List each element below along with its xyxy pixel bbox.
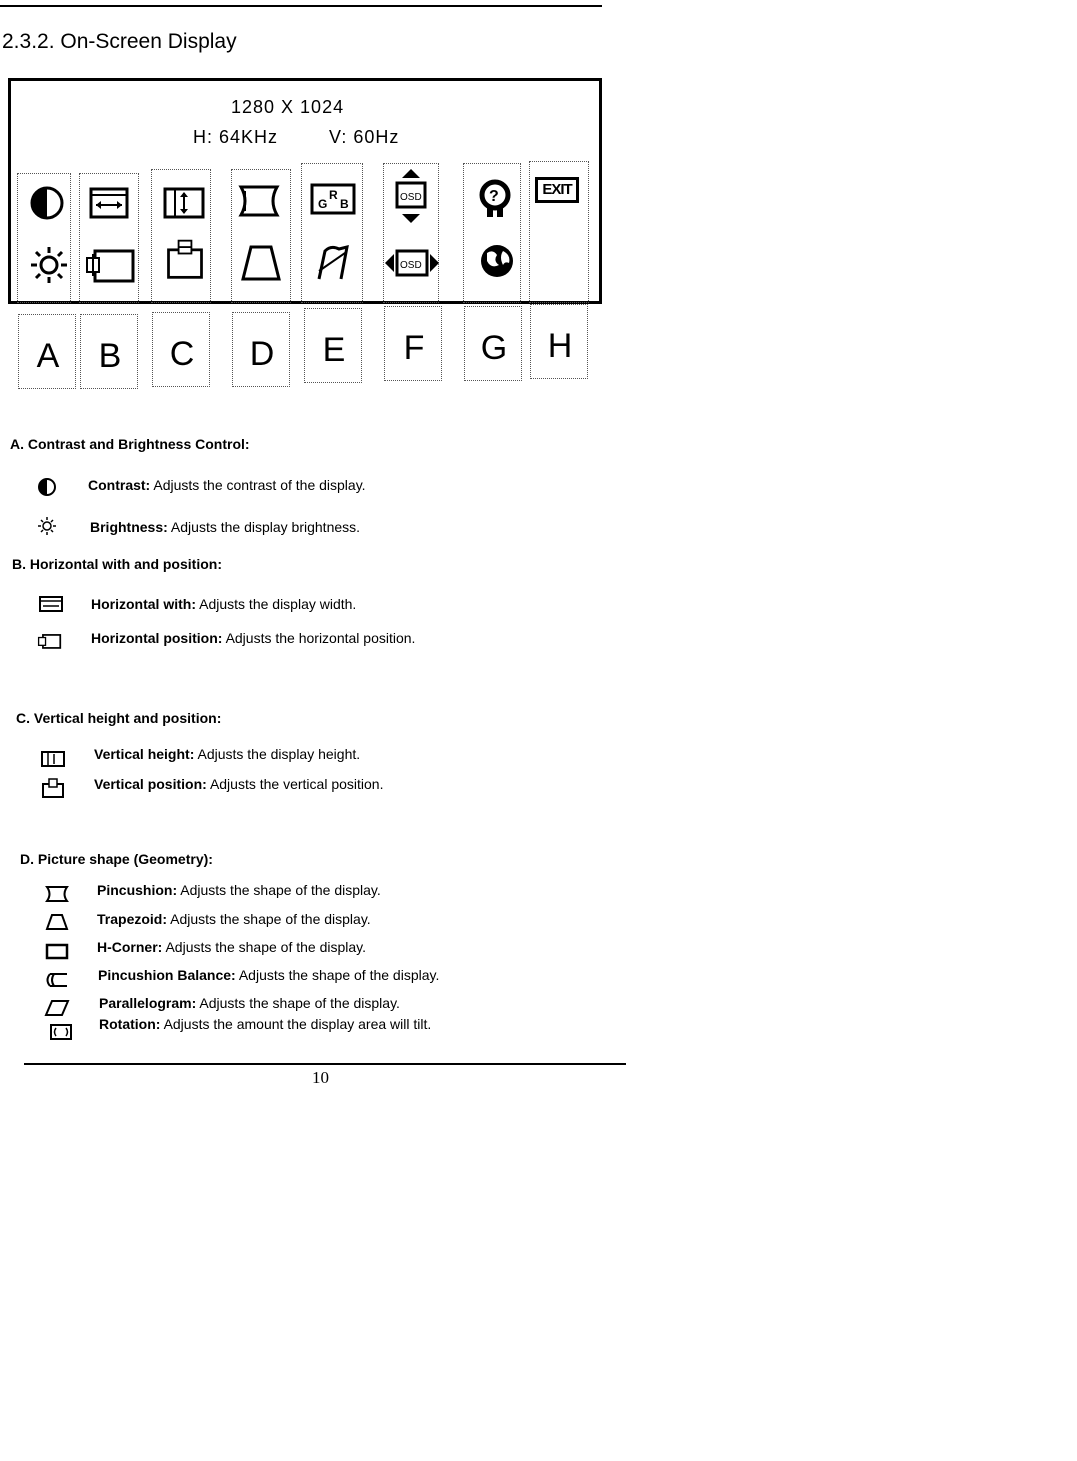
label-box-g (464, 306, 522, 381)
osd-h-frequency: H: 64KHz (193, 127, 279, 147)
contrast-item: Contrast: Adjusts the contrast of the display. (88, 477, 366, 493)
grb-b-text: B (340, 197, 349, 211)
label-box-h (530, 304, 588, 379)
pincushion-icon[interactable] (237, 179, 281, 223)
trapezoid-item: Trapezoid: Adjusts the shape of the display. (97, 911, 371, 927)
pincushion-balance-icon (44, 970, 70, 990)
column-label-d: D (249, 335, 275, 373)
label-box-f (384, 306, 442, 381)
vertical-position-icon[interactable] (163, 237, 207, 281)
page-number: 10 (312, 1068, 329, 1087)
top-rule (0, 5, 602, 7)
label-box-a (18, 314, 76, 389)
exit-button[interactable] (535, 177, 579, 203)
label-box-e (304, 308, 362, 383)
vertical-position-icon (40, 778, 66, 798)
horizontal-width-item: Horizontal with: Adjusts the display width. (91, 596, 357, 612)
column-label-e: E (322, 331, 346, 369)
svg-text:?: ? (489, 188, 499, 205)
pincushion-balance-item: Pincushion Balance: Adjusts the shape of the display. (98, 967, 440, 983)
column-label-f: F (403, 329, 425, 367)
column-label-c: C (169, 335, 195, 373)
osd-label-text-2: OSD (400, 260, 422, 271)
horizontal-position-icon (36, 631, 62, 651)
vertical-height-item: Vertical height: Adjusts the display height. (94, 746, 361, 762)
grb-r-text: R (329, 188, 338, 202)
column-label-a: A (36, 337, 60, 375)
column-label-h: H (547, 327, 573, 365)
label-box-c (152, 312, 210, 387)
contrast-icon (34, 477, 60, 497)
rotation-icon (48, 1022, 74, 1042)
trapezoid-icon[interactable] (239, 241, 283, 285)
h-corner-icon (44, 941, 70, 961)
exit-label: EXIT (542, 181, 572, 198)
column-label-g: G (480, 329, 508, 367)
osd-v-frequency: V: 60Hz (329, 127, 400, 147)
trapezoid-icon (44, 912, 70, 932)
rotation-icon[interactable] (311, 241, 355, 285)
horizontal-position-icon[interactable] (83, 243, 135, 287)
label-box-d (232, 312, 290, 387)
section-b-heading: B. Horizontal with and position: (12, 556, 222, 572)
color-grb-icon[interactable] (309, 177, 357, 221)
label-box-b (80, 314, 138, 389)
parallelogram-icon (44, 998, 70, 1018)
parallelogram-item: Parallelogram: Adjusts the shape of the display. (99, 995, 400, 1011)
horizontal-width-icon (38, 594, 64, 614)
section-d-heading: D. Picture shape (Geometry): (20, 851, 213, 867)
column-label-b: B (98, 337, 122, 375)
horizontal-position-item: Horizontal position: Adjusts the horizontal position. (91, 630, 416, 646)
osd-vertical-position-icon[interactable] (389, 167, 433, 227)
brightness-item: Brightness: Adjusts the display brightness. (90, 519, 361, 535)
pincushion-icon (44, 884, 70, 904)
brightness-icon (34, 516, 60, 536)
rotation-item: Rotation: Adjusts the amount the display area will tilt. (99, 1016, 432, 1032)
section-c-heading: C. Vertical height and position: (16, 710, 222, 726)
brightness-icon[interactable] (27, 243, 71, 287)
grb-g-text: G (318, 197, 328, 211)
language-help-icon[interactable] (473, 177, 517, 221)
footer-rule (24, 1063, 626, 1065)
vertical-position-item: Vertical position: Adjusts the vertical position. (94, 776, 384, 792)
osd-label-text: OSD (400, 192, 422, 203)
osd-horizontal-position-icon[interactable] (383, 241, 441, 285)
vertical-height-icon (40, 749, 66, 769)
page-title: 2.3.2. On-Screen Display (2, 30, 237, 53)
pincushion-item: Pincushion: Adjusts the shape of the display. (97, 882, 381, 898)
horizontal-width-icon[interactable] (87, 181, 131, 225)
section-a-heading: A. Contrast and Brightness Control: (10, 436, 250, 452)
osd-window (8, 78, 602, 304)
h-corner-item: H-Corner: Adjusts the shape of the display. (97, 939, 367, 955)
globe-icon[interactable] (475, 239, 519, 283)
osd-resolution: 1280 X 1024 (231, 97, 345, 117)
contrast-icon[interactable] (25, 181, 69, 225)
vertical-height-icon[interactable] (161, 181, 205, 225)
